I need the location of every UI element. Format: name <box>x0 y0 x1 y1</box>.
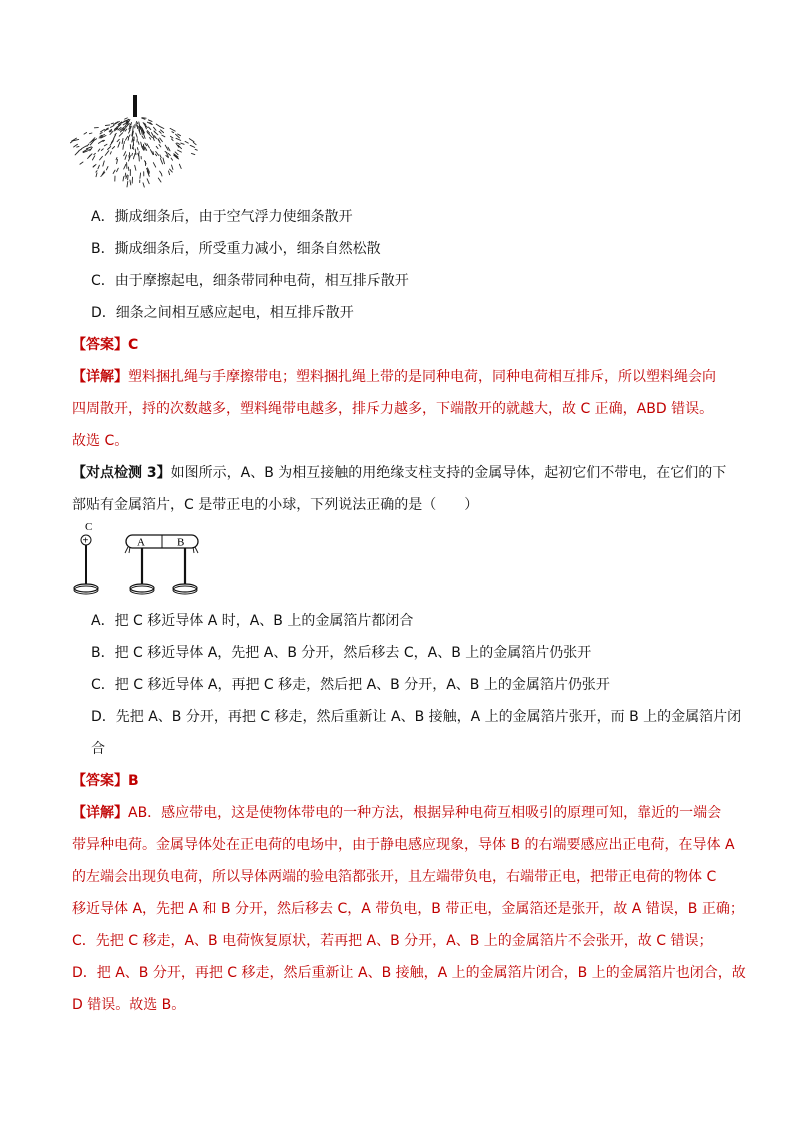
q2-detail-line-2: 带异种电荷。金属导体处在正电荷的电场中，由于静电感应现象，导体 B 的右端要感应出正电荷，在导体 A <box>72 837 735 853</box>
string-strand <box>137 148 138 150</box>
string-strand <box>159 145 161 147</box>
string-strand <box>100 156 103 160</box>
string-strand <box>125 136 127 140</box>
string-strand <box>119 133 123 137</box>
string-strand <box>145 143 147 146</box>
string-strand <box>160 159 162 164</box>
q1-detail-line-1 <box>72 368 716 386</box>
q1-answer <box>72 336 138 354</box>
string-strand <box>92 156 94 160</box>
answer-value: B <box>128 773 139 789</box>
string-strand <box>161 130 164 133</box>
string-strand <box>172 139 174 141</box>
string-strand <box>105 125 109 126</box>
string-strand <box>171 158 173 160</box>
string-strand <box>106 167 108 170</box>
string-strand <box>140 173 141 178</box>
string-strand <box>125 118 128 119</box>
detail-text: 塑料捆扎绳与手摩擦带电；塑料捆扎绳上带的是同种电荷，同种电荷相互排斥，所以塑料绳会向 <box>128 369 716 385</box>
string-strand <box>130 124 131 127</box>
string-strand <box>149 127 151 130</box>
string-strand <box>128 176 129 180</box>
string-strand <box>150 138 151 140</box>
string-strand <box>103 161 105 166</box>
string-strand <box>117 160 118 164</box>
string-strand <box>148 120 152 122</box>
string-strand <box>93 165 95 167</box>
string-strand <box>75 151 79 155</box>
string-strand <box>156 124 160 127</box>
q2-detail-line-6: D．把 A、B 分开，再把 C 移走，然后重新让 A、B 接触，A 上的金属箔片闭合，B 上的金属箔片也闭合，故 <box>72 965 746 981</box>
q2-option-d-continued: 合 <box>91 741 105 757</box>
string-strand <box>89 133 92 134</box>
detail-tag: 【详解】 <box>72 369 128 385</box>
string-strand <box>96 173 97 177</box>
string-strand <box>101 149 103 151</box>
string-strand <box>79 149 82 150</box>
string-strand <box>136 133 137 137</box>
string-strand <box>172 165 173 169</box>
label-a: A <box>137 536 145 549</box>
string-strand <box>110 152 111 154</box>
string-strand <box>176 138 181 140</box>
string-strand <box>185 141 188 143</box>
string-strand <box>104 144 107 146</box>
q2-detail-line-7: D 错误。故选 B。 <box>72 997 186 1013</box>
string-strand <box>156 146 158 148</box>
string-strand <box>111 123 113 124</box>
q2-option-d: D．先把 A、B 分开，再把 C 移走，然后重新让 A、B 接触，A 上的金属箔片张开，而 B 上的金属箔片闭 <box>91 709 742 725</box>
detail-text: AB．感应带电，这是使物体带电的一种方法，根据异种电荷互相吸引的原理可知，靠近的一端会 <box>128 805 722 821</box>
string-strand <box>178 134 181 136</box>
string-strand <box>126 175 127 179</box>
string-strand <box>143 183 144 187</box>
string-strand <box>131 122 132 124</box>
string-strand <box>169 171 170 175</box>
string-strand <box>125 155 127 160</box>
answer-tag: 【答案】 <box>72 337 128 353</box>
string-strand <box>175 152 178 155</box>
string-strand <box>190 145 195 147</box>
q2-option-c: C．把 C 移近导体 A，再把 C 移走，然后把 A、B 分开，A、B 上的金属箔片仍张开 <box>91 677 610 693</box>
string-strand <box>88 155 91 158</box>
plastic-strings-figure <box>70 95 210 195</box>
string-strand <box>98 165 100 169</box>
string-strand <box>195 149 197 150</box>
string-strand <box>149 134 153 138</box>
string-strand <box>181 143 184 144</box>
string-strand <box>117 168 119 172</box>
string-strand <box>147 179 149 184</box>
string-strand <box>108 147 111 150</box>
string-strand <box>135 154 136 157</box>
q2-stem-text: 如图所示，A、B 为相互接触的用绝缘支柱支持的金属导体，起初它们不带电，在它们的下 <box>170 465 727 481</box>
string-strand <box>128 167 129 170</box>
string-strand <box>124 164 126 169</box>
string-strand <box>116 158 117 160</box>
string-strand <box>128 138 129 140</box>
q1-detail-line-2: 四周散开，捋的次数越多，塑料绳带电越多，排斥力越多，下端散开的就越大，故 C 正确，ABD 错误。 <box>72 401 714 417</box>
q2-option-b: B．把 C 移近导体 A，先把 A、B 分开，然后移去 C，A、B 上的金属箔片仍张开 <box>91 645 592 661</box>
string-strand <box>84 133 87 135</box>
string-strand <box>77 146 79 147</box>
string-strand <box>177 143 180 145</box>
string-strand <box>142 118 146 119</box>
string-strand <box>118 142 120 147</box>
string-strand <box>168 154 170 156</box>
string-strand <box>124 152 126 156</box>
string-strand <box>160 138 163 142</box>
string-strand <box>113 170 115 173</box>
q2-detail-line-4: 移近导体 A，先把 A 和 B 分开，然后移去 C，A 带负电，B 带正电，金属箔还是张开，故 A 错误，B 正确； <box>72 901 744 917</box>
string-strand <box>128 135 130 138</box>
string-strand <box>155 136 157 139</box>
plus-sign: + <box>82 535 89 547</box>
detail-tag: 【详解】 <box>72 805 128 821</box>
string-strand <box>101 129 105 132</box>
string-strand <box>165 145 168 150</box>
q2-answer <box>72 772 139 790</box>
string-strand <box>130 180 131 185</box>
conductors-figure <box>68 520 218 600</box>
string-strand <box>132 153 133 155</box>
string-strand <box>125 173 126 177</box>
string-strand <box>189 139 194 142</box>
string-strand <box>125 129 127 131</box>
string-strand <box>154 131 155 133</box>
string-strand <box>135 165 136 170</box>
q1-option-d: D．细条之间相互感应起电，相互排斥散开 <box>91 305 354 321</box>
string-strand <box>172 132 174 133</box>
string-strand <box>94 153 96 154</box>
string-strand <box>105 151 109 156</box>
string-strand <box>161 174 162 176</box>
q2-stem-line-1 <box>72 464 726 482</box>
q1-option-a: A．撕成细条后，由于空气浮力使细条散开 <box>91 209 353 225</box>
string-strand <box>160 155 161 158</box>
string-strand <box>80 162 83 164</box>
q2-detail-line-5: C．先把 C 移走，A、B 电荷恢复原状，若再把 A、B 分开，A、B 上的金属箔片不会张开，故 C 错误； <box>72 933 713 949</box>
string-strand <box>142 136 144 139</box>
string-strand <box>137 122 138 125</box>
q2-stem-line-2: 部贴有金属箔片，C 是带正电的小球，下列说法正确的是（ ） <box>72 497 479 513</box>
string-strand <box>100 133 102 134</box>
string-strand <box>178 150 182 152</box>
string-strand <box>159 131 161 133</box>
string-strand <box>87 144 89 146</box>
string-strand <box>117 139 119 141</box>
string-strand <box>155 154 156 156</box>
string-strand <box>170 169 173 172</box>
string-strand <box>111 126 115 128</box>
string-strand <box>160 171 162 173</box>
q2-detail-line-3: 的左端会出现负电荷，所以导体两端的验电箔都张开，且左端带负电，右端带正电，把带正电荷的物体 C <box>72 869 717 885</box>
q1-detail-line-3: 故选 C。 <box>72 433 129 449</box>
string-strand <box>147 144 150 148</box>
string-strand <box>114 135 116 139</box>
label-b: B <box>177 536 185 549</box>
string-strand <box>141 142 142 147</box>
q1-option-b: B．撕成细条后，所受重力减小，细条自然松散 <box>91 241 381 257</box>
string-strand <box>153 138 154 141</box>
string-strand <box>193 142 196 144</box>
string-strand <box>163 158 165 164</box>
string-strand <box>179 164 181 168</box>
string-strand <box>86 147 91 149</box>
q2-option-a: A．把 C 移近导体 A 时，A、B 上的金属箔片都闭合 <box>91 613 414 629</box>
string-strand <box>162 135 165 137</box>
string-strand <box>158 178 161 182</box>
string-strand <box>127 181 128 187</box>
string-strand <box>154 127 157 130</box>
label-c: C <box>85 521 93 533</box>
answer-tag: 【答案】 <box>72 773 128 789</box>
string-strand <box>98 149 100 151</box>
string-strand <box>170 128 175 131</box>
q2-detail-line-1 <box>72 804 721 822</box>
string-strand <box>139 152 140 155</box>
string-strand <box>138 142 139 145</box>
string-strand <box>123 145 124 150</box>
string-strand <box>170 136 173 138</box>
string-strand <box>100 135 102 136</box>
answer-value: C <box>128 337 139 353</box>
q2-tag: 【对点检测 3】 <box>72 465 171 481</box>
string-strand <box>122 138 123 143</box>
string-strand <box>70 142 72 144</box>
string-strand <box>112 147 114 149</box>
string-strand <box>192 153 195 154</box>
string-strand <box>82 146 87 149</box>
string-strand <box>123 177 124 181</box>
string-strand <box>160 127 163 129</box>
string-strand <box>134 156 135 158</box>
string-strand <box>96 171 97 173</box>
string-strand <box>153 163 155 168</box>
q1-option-c: C．由于摩擦起电，细条带同种电荷，相互排斥散开 <box>91 273 409 289</box>
